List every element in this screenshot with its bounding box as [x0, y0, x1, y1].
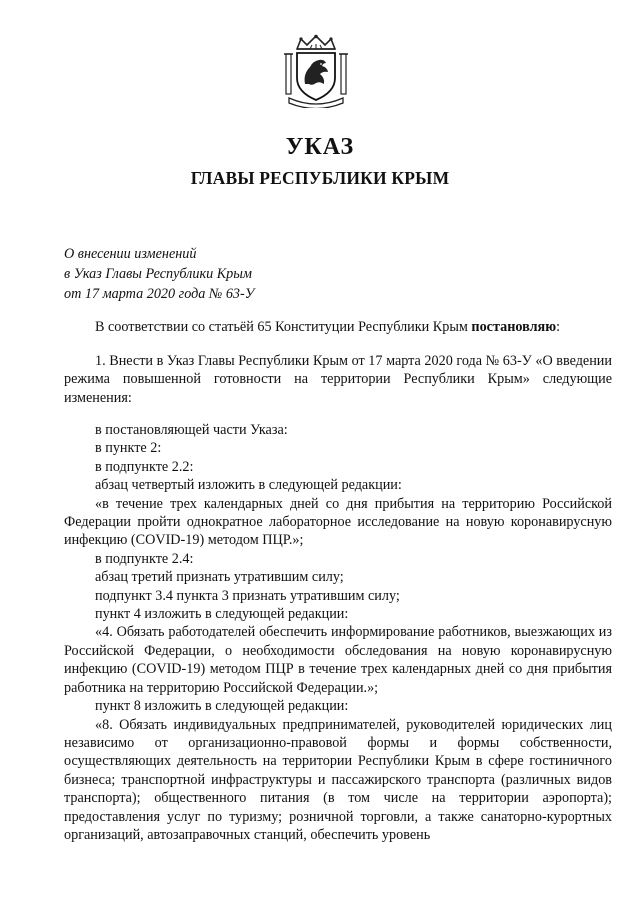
- document-title: УКАЗ: [285, 134, 355, 160]
- change-line: пункт 8 изложить в следующей редакции:: [95, 698, 349, 715]
- change-line: пункт 4 изложить в следующей редакции:: [95, 606, 349, 623]
- subject-line: в Указ Главы Республики Крым: [64, 266, 252, 282]
- preamble-paragraph: [64, 318, 612, 336]
- document-subject: [64, 244, 254, 304]
- subject-line: от 17 марта 2020 года № 63-У: [64, 286, 255, 302]
- preamble-decree-word: постановляю: [471, 319, 557, 335]
- change-line: абзац третий признать утратившим силу;: [95, 569, 344, 586]
- change-line: в постановляющей части Указа:: [95, 422, 288, 438]
- quoted-text: «8. Обязать индивидуальных предпринимателей, руководителей юридических лиц независимо от организационно-правовой формы и формы собственности, осуществляющих деятельность на территории Республики Крым в сфере гостиничного бизнеса; транспортной инфраструктуры и пассажирского транспорта (различных видов транспорта); общественного питания (в том числе на территории аэропорта); предоставления услуг по туризму; розничной торговли, а также санаторно-курортных организаций, автозаправочных станций, обеспечить уровень: [64, 716, 612, 843]
- change-line: абзац четвертый изложить в следующей редакции:: [95, 477, 402, 494]
- change-line: подпункт 3.4 пункта 3 признать утратившим силу;: [95, 587, 400, 604]
- subject-line: О внесении изменений: [64, 246, 197, 262]
- quoted-text: «в течение трех календарных дней со дня прибытия на территорию Российской Федерации пройти однократное лабораторное исследование на новую коронавирусную инфекцию (COVID-19) методом ПЦР.»;: [64, 495, 612, 549]
- change-line: в подпункте 2.4:: [95, 550, 194, 567]
- document-subtitle: ГЛАВЫ РЕСПУБЛИКИ КРЫМ: [190, 168, 450, 188]
- item-1-text: 1. Внести в Указ Главы Республики Крым от 17 марта 2020 года № 63-У «О введении режима повышенной готовности на территории Республики Крым» следующие изменения:: [64, 353, 612, 406]
- quoted-text: «4. Обязать работодателей обеспечить информирование работников, выезжающих из Российской Федерации, о необходимости обследования на новую коронавирусную инфекцию (COVID-19) методом ПЦР в течение трех календарных дней со дня прибытия работника на территорию Российской Федерации.»;: [64, 624, 612, 696]
- coat-of-arms-emblem: [283, 34, 349, 108]
- preamble-text: В соответствии со статьёй 65 Конституции Республики Крым: [95, 319, 472, 335]
- changes-block: [64, 421, 612, 844]
- change-line: в пункте 2:: [95, 440, 162, 457]
- item-1-paragraph: [64, 352, 612, 407]
- preamble-tail: :: [556, 319, 561, 335]
- change-line: в подпункте 2.2:: [95, 458, 194, 475]
